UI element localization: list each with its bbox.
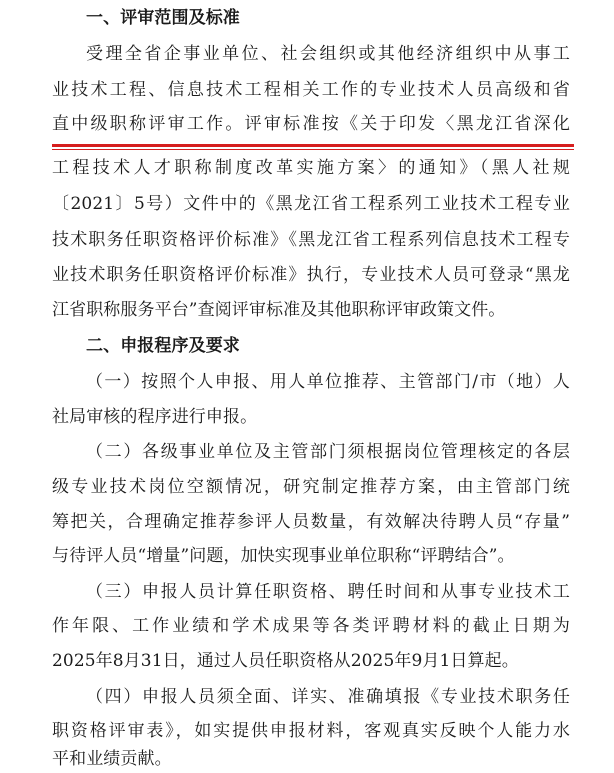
paragraph-line: 作年限、工作业绩和学术成果等各类评聘材料的截止日期为: [52, 616, 570, 636]
paragraph-line: 技术职务任职资格评价标准》《黑龙江省工程系列信息技术工程专: [52, 230, 570, 250]
red-divider-rule-thin: [52, 149, 574, 150]
paragraph-line: 平和业绩贡献。: [52, 749, 172, 769]
paragraph-line: 职资格评审表》，如实提供申报材料，客观真实反映个人能力水: [52, 721, 570, 741]
paragraph-line: 业技术工程、信息技术工程相关工作的专业技术人员高级和省: [52, 80, 570, 100]
paragraph-line: 江省职称服务平台”查阅评审标准及其他职称评审政策文件。: [52, 300, 506, 320]
paragraph-line: 2025年8月31日，通过人员任职资格从2025年9月1日算起。: [52, 651, 519, 671]
paragraph-line: 业技术职务任职资格评价标准》执行，专业技术人员可登录“黑龙: [52, 265, 570, 285]
section-heading: 一、评审范围及标准: [86, 8, 240, 28]
paragraph-line: （四）申报人员须全面、详实、准确填报《专业技术职务任: [86, 687, 570, 707]
paragraph-line: 筹把关，合理确定推荐参评人员数量，有效解决待聘人员“存量”: [52, 512, 570, 532]
paragraph-line: （一）按照个人申报、用人单位推荐、主管部门/市（地）人: [86, 372, 570, 392]
paragraph-line: 受理全省企事业单位、社会组织或其他经济组织中从事工: [86, 44, 570, 64]
section-heading: 二、申报程序及要求: [86, 336, 240, 356]
paragraph-line: 社局审核的程序进行申报。: [52, 407, 258, 427]
paragraph-line: 直中级职称评审工作。评审标准按《关于印发〈黑龙江省深化: [52, 114, 570, 134]
paragraph-line: 级专业技术岗位空额情况，研究制定推荐方案，由主管部门统: [52, 477, 570, 497]
paragraph-line: 〔2021〕5号）文件中的《黑龙江省工程系列工业技术工程专业: [52, 194, 570, 214]
red-divider-rule: [52, 144, 574, 147]
paragraph-line: 与待评人员“增量”问题，加快实现事业单位职称“评聘结合”。: [52, 546, 515, 566]
paragraph-line: （三）申报人员计算任职资格、聘任时间和从事专业技术工: [86, 582, 570, 602]
paragraph-line: （二）各级事业单位及主管部门须根据岗位管理核定的各层: [86, 442, 570, 462]
paragraph-line: 工程技术人才职称制度改革实施方案〉的通知》（黑人社规: [52, 158, 570, 178]
